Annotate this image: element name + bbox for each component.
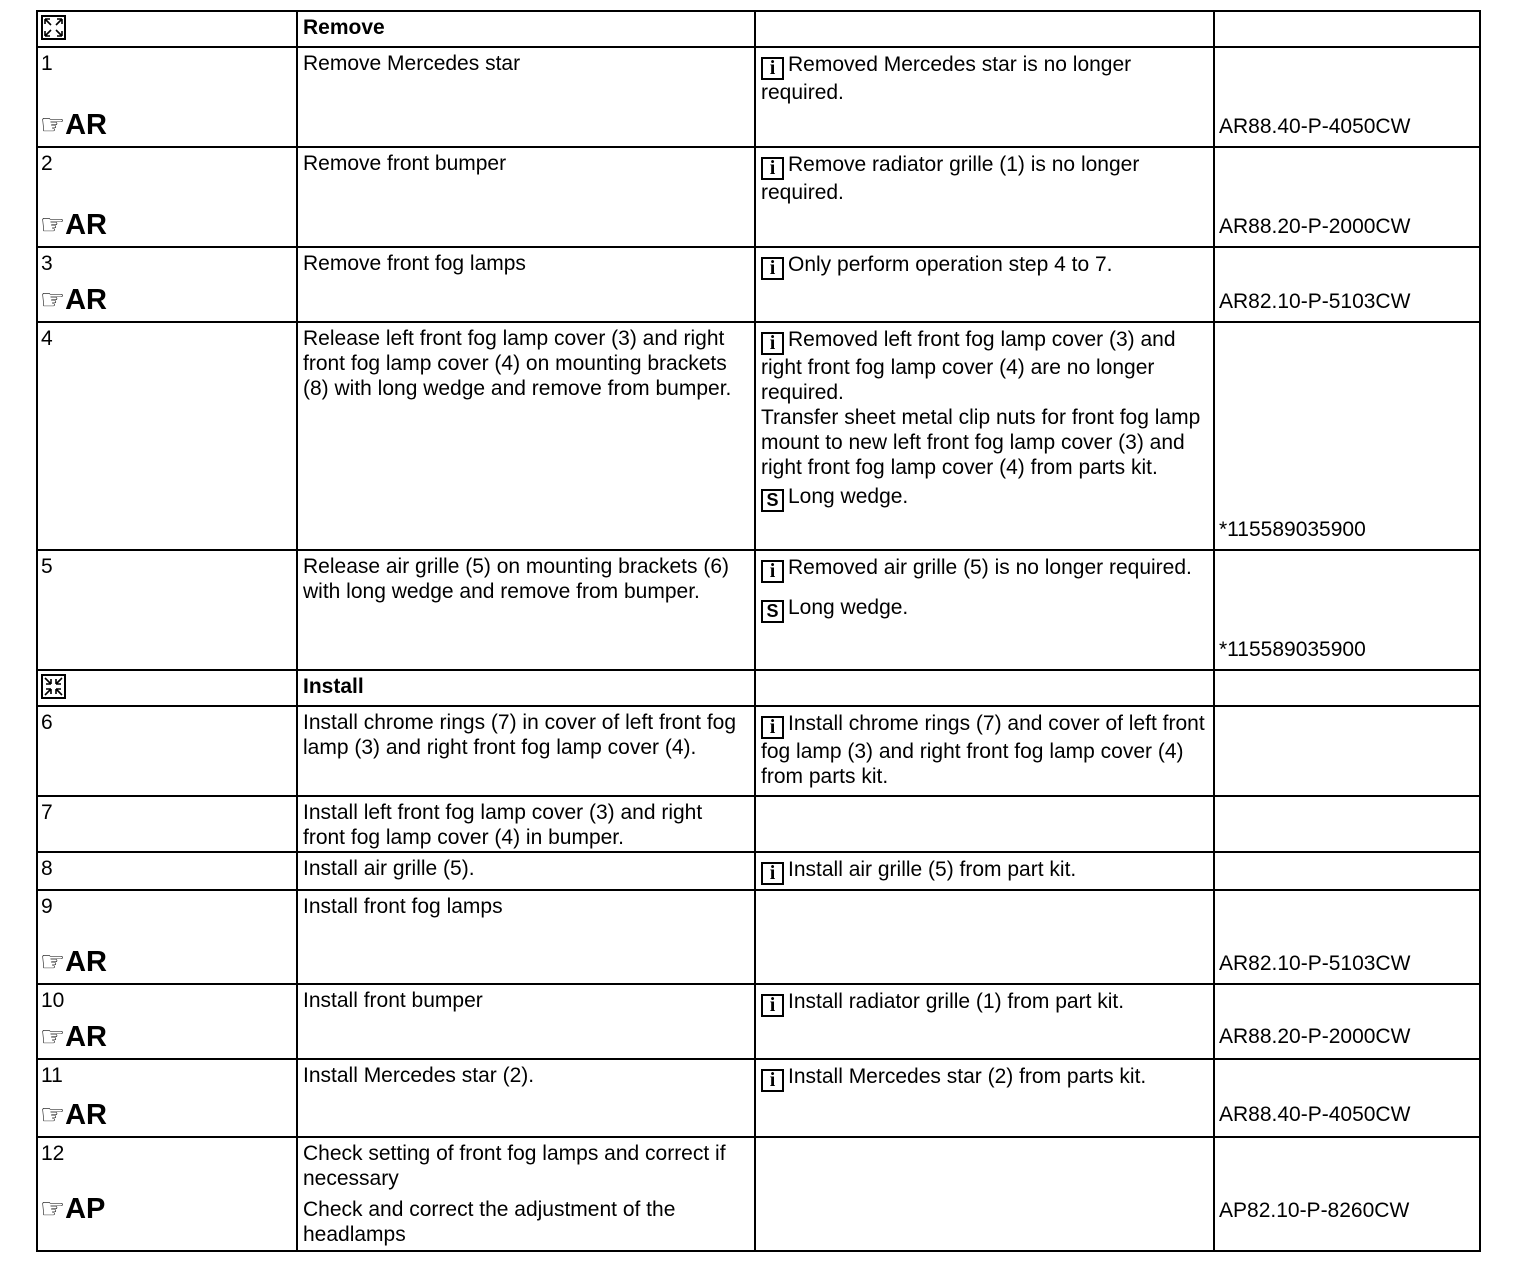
step-action: Install chrome rings (7) in cover of left front fog lamp (3) and right front fog lamp cover (4). — [297, 706, 755, 796]
tool-part-number[interactable]: *115589035900 — [1219, 638, 1366, 661]
document-code[interactable]: AR88.40-P-4050CW — [1219, 115, 1411, 138]
step-number: 6 — [41, 711, 53, 734]
step-number: 9 — [41, 895, 53, 918]
tool-part-number[interactable]: *115589035900 — [1219, 518, 1366, 541]
table-row — [37, 852, 1480, 890]
step-number: 1 — [41, 52, 53, 75]
info-icon: i — [761, 862, 784, 885]
table-row — [37, 890, 1480, 984]
info-icon: i — [761, 57, 784, 80]
table-row — [37, 1137, 1480, 1251]
document-code[interactable]: AR88.40-P-4050CW — [1219, 1103, 1411, 1126]
step-number: 3 — [41, 252, 53, 275]
step-action: Release left front fog lamp cover (3) and right front fog lamp cover (4) on mounting brackets (8) with long wedge and remove from bumper. — [297, 322, 755, 550]
step-number: 12 — [41, 1142, 65, 1165]
reference-link[interactable]: ☞AR — [40, 1099, 107, 1131]
table-row — [37, 706, 1480, 796]
table-row — [37, 796, 1480, 852]
step-number: 4 — [41, 327, 53, 350]
step-note: Removed Mercedes star is no longer required. — [761, 53, 1132, 104]
step-action: Remove Mercedes star — [297, 47, 755, 147]
step-number: 7 — [41, 801, 53, 824]
hand-pointer-icon: ☞ — [40, 946, 66, 977]
info-icon: i — [761, 1069, 784, 1092]
hand-pointer-icon: ☞ — [40, 1193, 66, 1224]
step-note-secondary: Transfer sheet metal clip nuts for front fog lamp mount to new left front fog lamp cover (3) and right front fog lamp cover (4) from parts kit. — [761, 406, 1201, 479]
step-number: 8 — [41, 857, 53, 880]
document-code[interactable]: AR82.10-P-5103CW — [1219, 952, 1411, 975]
section-title-remove: Remove — [297, 11, 755, 47]
procedure-table — [36, 10, 1481, 1252]
step-action: Install front bumper — [297, 984, 755, 1059]
info-icon: i — [761, 157, 784, 180]
hand-pointer-icon: ☞ — [40, 209, 66, 240]
special-tool-icon: S — [761, 489, 784, 512]
reference-link[interactable]: ☞AR — [40, 946, 107, 978]
info-icon: i — [761, 332, 784, 355]
install-icon-cell — [37, 670, 297, 706]
table-row — [37, 147, 1480, 247]
hand-pointer-icon: ☞ — [40, 284, 66, 315]
step-note: Install radiator grille (1) from part kit. — [788, 990, 1125, 1013]
table-row — [37, 322, 1480, 550]
special-tool-icon: S — [761, 600, 784, 623]
expand-icon — [41, 15, 66, 40]
step-action: Remove front fog lamps — [297, 247, 755, 322]
step-note: Removed left front fog lamp cover (3) and right front fog lamp cover (4) are no longer required. — [761, 328, 1176, 404]
reference-link[interactable]: ☞AP — [40, 1193, 106, 1225]
table-row — [37, 1059, 1480, 1137]
step-action: Install front fog lamps — [297, 890, 755, 984]
document-code[interactable]: AR88.20-P-2000CW — [1219, 1025, 1411, 1048]
step-note: Remove radiator grille (1) is no longer required. — [761, 153, 1140, 204]
section-row-install — [37, 670, 1480, 706]
reference-link[interactable]: ☞AR — [40, 109, 107, 141]
step-action: Install left front fog lamp cover (3) and right front fog lamp cover (4) in bumper. — [297, 796, 755, 852]
step-action: Release air grille (5) on mounting brackets (6) with long wedge and remove from bumper. — [297, 550, 755, 670]
document-code[interactable]: AR88.20-P-2000CW — [1219, 215, 1411, 238]
step-number: 5 — [41, 555, 53, 578]
hand-pointer-icon: ☞ — [40, 1021, 66, 1052]
step-note: Install chrome rings (7) and cover of left front fog lamp (3) and right front fog lamp cover (4) from parts kit. — [761, 712, 1205, 788]
info-icon: i — [761, 257, 784, 280]
section-row-remove — [37, 11, 1480, 47]
reference-link[interactable]: ☞AR — [40, 1021, 107, 1053]
step-action: Install Mercedes star (2). — [297, 1059, 755, 1137]
step-note: Install Mercedes star (2) from parts kit. — [788, 1065, 1147, 1088]
info-icon: i — [761, 994, 784, 1017]
step-note: Only perform operation step 4 to 7. — [788, 253, 1113, 276]
reference-link[interactable]: ☞AR — [40, 209, 107, 241]
step-number: 2 — [41, 152, 53, 175]
step-action-secondary: Check and correct the adjustment of the headlamps — [303, 1198, 676, 1246]
step-note: Install air grille (5) from part kit. — [788, 858, 1077, 881]
step-note: Removed air grille (5) is no longer required. — [788, 556, 1192, 579]
table-row — [37, 247, 1480, 322]
table-row — [37, 550, 1480, 670]
step-action: Check setting of front fog lamps and correct if necessary — [303, 1142, 726, 1190]
step-number: 10 — [41, 989, 65, 1012]
reference-link[interactable]: ☞AR — [40, 284, 107, 316]
step-action: Remove front bumper — [297, 147, 755, 247]
step-action: Install air grille (5). — [297, 852, 755, 890]
document-code[interactable]: AR82.10-P-5103CW — [1219, 290, 1411, 313]
step-number: 11 — [41, 1064, 63, 1087]
info-icon: i — [761, 560, 784, 583]
hand-pointer-icon: ☞ — [40, 109, 66, 140]
table-row — [37, 47, 1480, 147]
remove-icon-cell — [37, 11, 297, 47]
document-code[interactable]: AP82.10-P-8260CW — [1219, 1199, 1410, 1222]
tool-name: Long wedge. — [788, 596, 909, 619]
table-row — [37, 984, 1480, 1059]
tool-name: Long wedge. — [788, 485, 909, 508]
section-title-install: Install — [297, 670, 755, 706]
info-icon: i — [761, 716, 784, 739]
collapse-icon — [41, 674, 66, 699]
hand-pointer-icon: ☞ — [40, 1099, 66, 1130]
